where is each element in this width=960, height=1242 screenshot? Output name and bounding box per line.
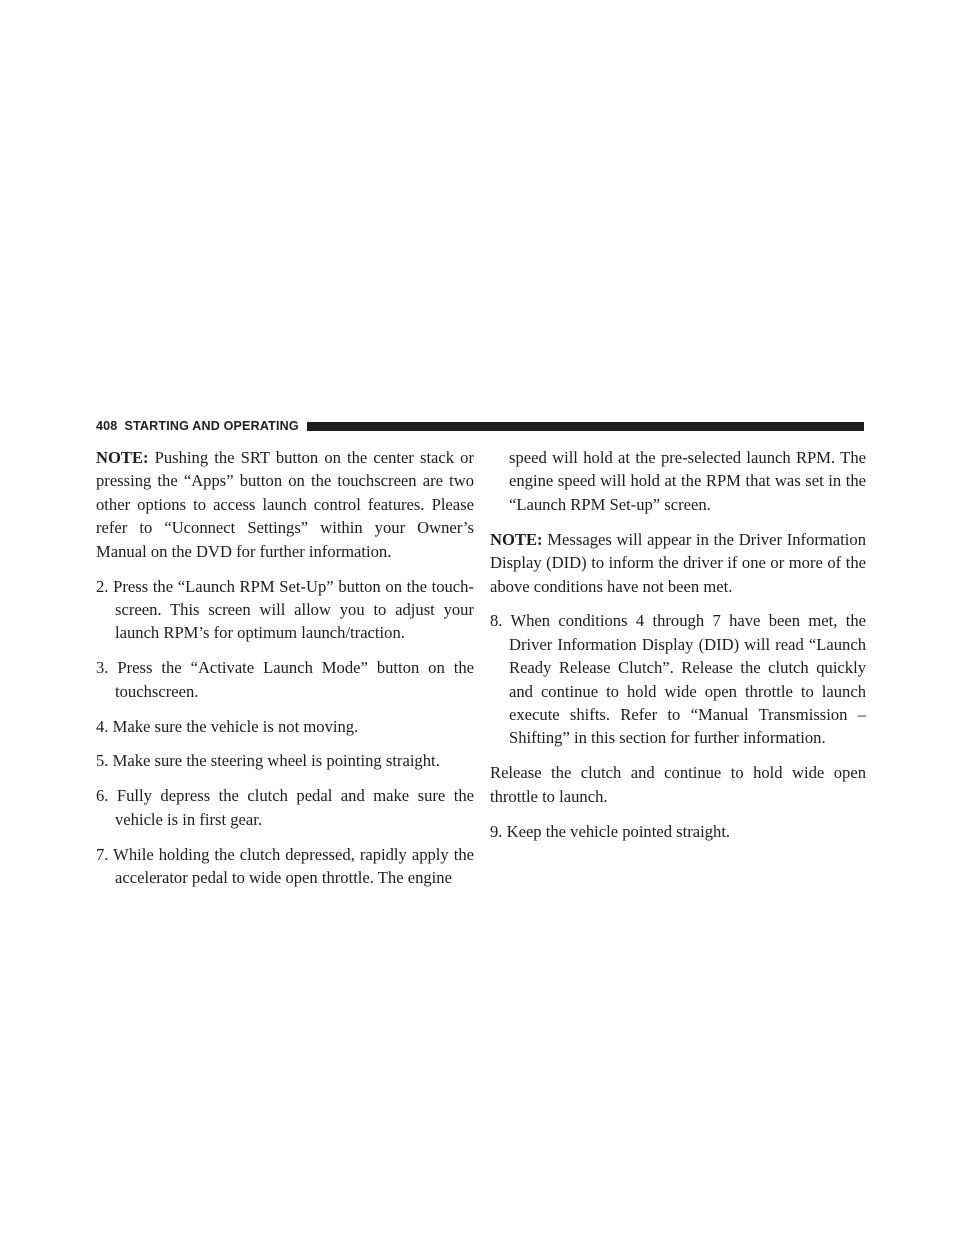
- note-text: Pushing the SRT button on the center stack or pressing the “Apps” button on the touchscreen are two other options to access launch control features. Please refer to “Uconnect Settings” within your Owner’s Manual on the DVD for further information.: [96, 448, 474, 561]
- page-header: [96, 417, 864, 435]
- item-7-continuation: speed will hold at the pre-selected launch RPM. The engine speed will hold at the RPM that was set in the “Launch RPM Set-up” screen.: [509, 448, 866, 514]
- list-item: 6. Fully depress the clutch pedal and make sure the vehicle is in first gear.: [96, 786, 474, 829]
- note-label: NOTE:: [490, 529, 543, 549]
- note-label: NOTE:: [96, 448, 149, 467]
- right-column: [490, 446, 866, 855]
- note-text: Messages will appear in the Driver Information Display (DID) to inform the driver if one or more of the above conditions have not been met.: [490, 529, 866, 596]
- page-number: 408: [96, 419, 118, 433]
- section-title: STARTING AND OPERATING: [124, 419, 299, 433]
- note-paragraph: [490, 528, 866, 598]
- list-item: 9. Keep the vehicle pointed straight.: [490, 821, 731, 841]
- header-rule: [307, 422, 864, 431]
- left-column: [96, 446, 474, 901]
- list-item: 8. When conditions 4 through 7 have been met, the Driver Information Display (DID) will read “Launch Ready Release Clutch”. Release the clutch quickly and continue to hold wide open throttle to launch execute shifts. Refer to “Manual Transmission – Shifting” in this section for further information.: [490, 611, 866, 748]
- list-item: 3. Press the “Activate Launch Mode” button on the touchscreen.: [96, 658, 474, 701]
- note-paragraph: [96, 446, 474, 563]
- list-item: 7. While holding the clutch depressed, rapidly apply the accelerator pedal to wide open throttle. The engine: [96, 844, 474, 888]
- list-item: 2. Press the “Launch RPM Set-Up” button on the touch-screen. This screen will allow you to adjust your launch RPM’s for optimum launch/traction.: [96, 576, 474, 643]
- list-item: 5. Make sure the steering wheel is pointing straight.: [96, 751, 440, 771]
- body-paragraph: Release the clutch and continue to hold wide open throttle to launch.: [490, 763, 866, 806]
- list-item: 4. Make sure the vehicle is not moving.: [96, 716, 359, 736]
